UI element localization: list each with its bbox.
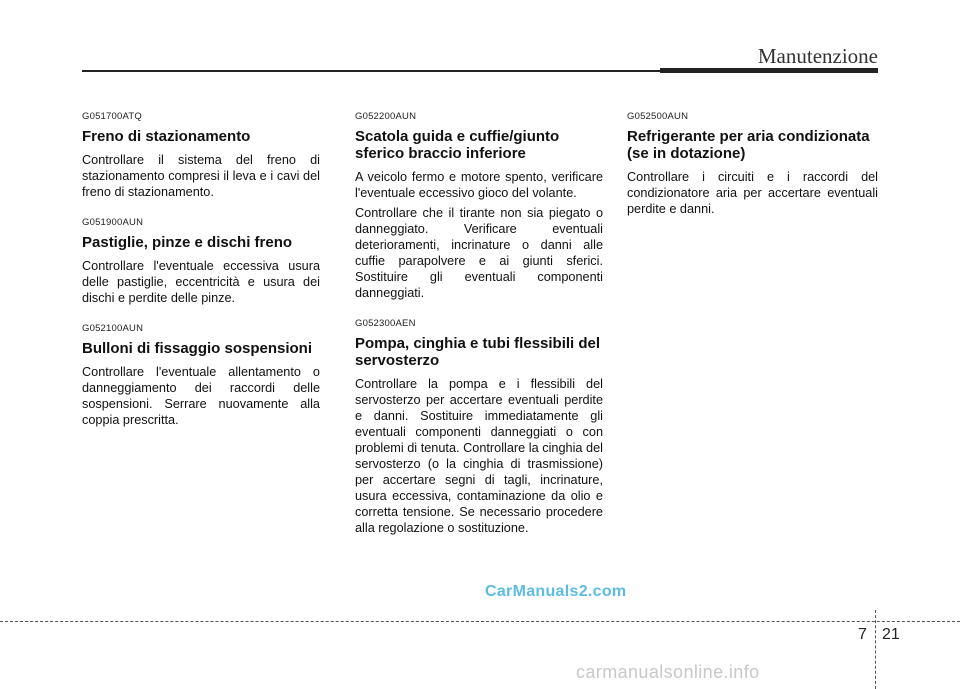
header-rule (82, 70, 660, 72)
section-parking-brake (82, 111, 320, 200)
section-heading: Refrigerante per aria condizionata (se in dotazione) (627, 128, 870, 162)
section-paragraph: Controllare il sistema del freno di stazionamento compresi il leva e i cavi del freno di stazionamento. (82, 153, 320, 199)
section-ac-refrigerant (627, 111, 878, 217)
column-1 (82, 111, 320, 445)
page-number: 21 (882, 626, 900, 643)
section-power-steering (355, 318, 603, 536)
section-code: G052200AUN (355, 111, 417, 122)
section-heading: Freno di stazionamento (82, 128, 251, 145)
section-paragraph: Controllare che il tirante non sia piegato o danneggiato. Verificare eventuali deterioramenti, incrinature o danni alle cuffie parapolvere e ai giunti sferici. Sostituire gli eventuali componenti danneggiati. (355, 206, 603, 300)
header-rule-thick (660, 68, 878, 73)
section-heading: Pastiglie, pinze e dischi freno (82, 234, 293, 251)
section-code: G051700ATQ (82, 111, 142, 122)
section-suspension-bolts (82, 323, 320, 428)
watermark-carmanualsonline[interactable]: carmanualsonline.info (576, 662, 760, 682)
section-brake-pads (82, 217, 320, 306)
section-heading: Scatola guida e cuffie/giunto sferico braccio inferiore (355, 128, 560, 162)
column-3 (627, 111, 878, 234)
section-code: G052300AEN (355, 318, 416, 329)
watermark-carmanuals2[interactable]: CarManuals2.com (485, 583, 627, 600)
section-heading: Pompa, cinghia e tubi flessibili del servosterzo (355, 335, 601, 369)
section-paragraph: Controllare i circuiti e i raccordi del condizionatore aria per accertare eventuali perdite e danni. (627, 170, 878, 216)
section-code: G051900AUN (82, 217, 144, 228)
section-paragraph: Controllare l'eventuale allentamento o danneggiamento dei raccordi delle sospensioni. Serrare nuovamente alla coppia prescritta. (82, 365, 320, 427)
column-2 (355, 111, 603, 553)
section-paragraph: Controllare l'eventuale eccessiva usura delle pastiglie, eccentricità e usura dei dischi e perdite delle pinze. (82, 259, 320, 305)
section-code: G052100AUN (82, 323, 144, 334)
section-code: G052500AUN (627, 111, 689, 122)
page-number-separator (875, 610, 876, 689)
section-heading: Bulloni di fissaggio sospensioni (82, 340, 313, 357)
page-header-title: Manutenzione (757, 44, 878, 68)
section-steering-box (355, 111, 603, 301)
section-paragraph: A veicolo fermo e motore spento, verificare l'eventuale eccessivo gioco del volante. (355, 170, 603, 200)
footer-rule (0, 621, 960, 622)
section-paragraph: Controllare la pompa e i flessibili del servosterzo per accertare eventuali perdite e danni. Sostituire immediatamente gli eventuali componenti danneggiati o con problemi di tenuta. Controllare la cinghia del servosterzo (o la cinghia di trasmissione) per accertare segni di tagli, incrinature, usura eccessiva, contaminazione da olio e corretta tensione. Se necessario procedere alla regolazione o sostituzione. (355, 377, 603, 535)
chapter-number: 7 (858, 626, 867, 643)
